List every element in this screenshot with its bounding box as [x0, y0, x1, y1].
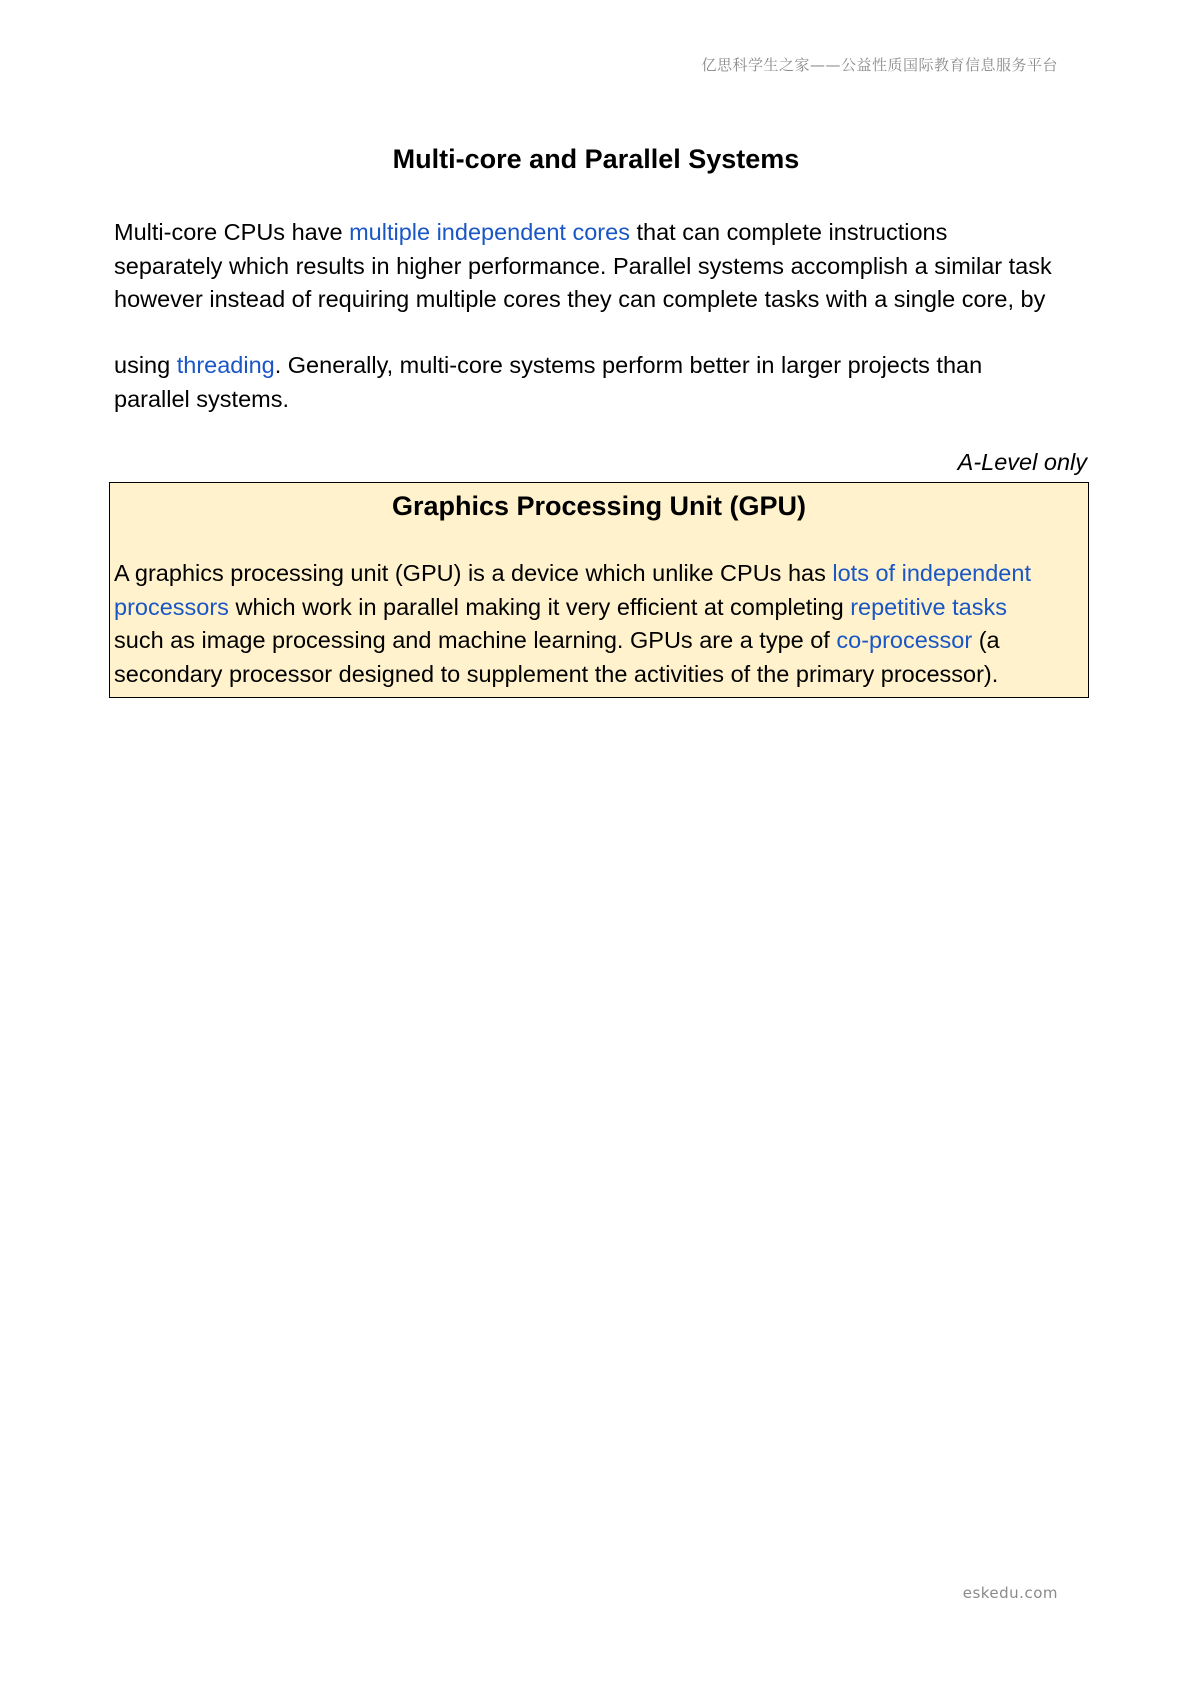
footer-note: eskedu.com	[962, 1584, 1058, 1602]
intro-paragraph-bottom	[114, 349, 1094, 416]
intro-line: using threading. Generally, multi-core systems perform better in larger projects than	[114, 352, 983, 378]
gpu-line: processors which work in parallel making it very efficient at completing repetitive tasks	[114, 593, 1007, 620]
intro-line: parallel systems.	[114, 385, 289, 412]
highlight-term: repetitive tasks	[850, 593, 1007, 620]
header-note: 亿思科学生之家——公益性质国际教育信息服务平台	[701, 56, 1058, 74]
highlight-term: lots of independent	[832, 560, 1031, 586]
page-title: Multi-core and Parallel Systems	[392, 144, 800, 174]
gpu-box-body	[114, 557, 1084, 691]
highlight-term: co-processor	[836, 627, 973, 653]
gpu-box-title: Graphics Processing Unit (GPU)	[391, 491, 807, 521]
gpu-box	[109, 482, 1089, 698]
gpu-line: A graphics processing unit (GPU) is a device which unlike CPUs has lots of independent	[114, 560, 1031, 586]
intro-line: however instead of requiring multiple cores they can complete tasks with a single core, by	[114, 286, 1046, 312]
intro-line: Multi-core CPUs have multiple independent cores that can complete instructions	[114, 219, 948, 245]
gpu-line: secondary processor designed to supplement the activities of the primary processor).	[114, 660, 999, 687]
intro-paragraph-top	[114, 216, 1094, 317]
gpu-line: such as image processing and machine learning. GPUs are a type of co-processor (a	[114, 627, 1000, 653]
highlight-term: threading	[176, 352, 275, 378]
highlight-term: multiple independent cores	[349, 219, 630, 245]
highlight-term: processors	[114, 593, 229, 620]
level-note: A-Level only	[957, 449, 1087, 475]
intro-line: separately which results in higher performance. Parallel systems accomplish a similar task	[114, 252, 1052, 279]
